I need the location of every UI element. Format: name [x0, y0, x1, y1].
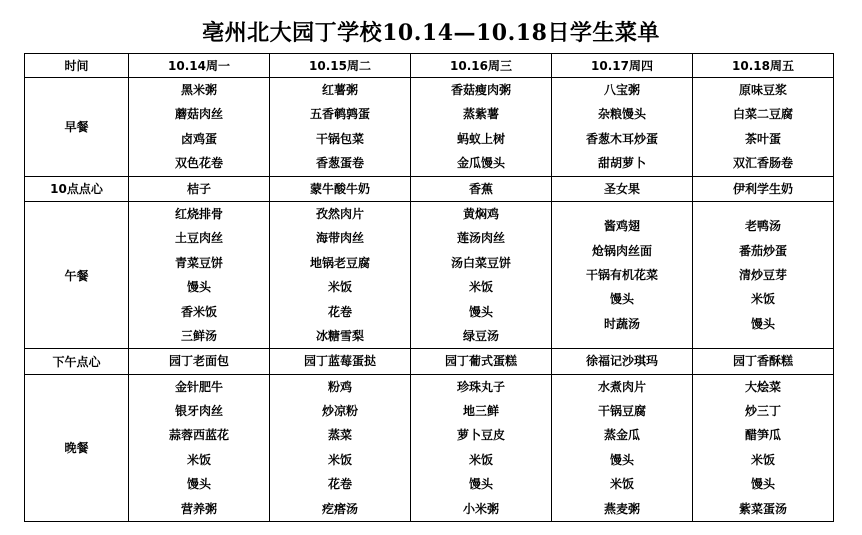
dish-item: 银牙肉丝: [174, 404, 223, 419]
dish-item: 红烧排骨: [174, 206, 223, 221]
dish-item: 八宝粥: [603, 83, 640, 97]
dish-item: 萝卜豆皮: [456, 428, 505, 443]
dish-list: [552, 177, 692, 201]
dish-list: [411, 375, 551, 521]
header-day-mon: 10.14周一: [129, 54, 270, 78]
dish-item: 海带肉丝: [315, 231, 364, 246]
dish-item: 园丁蓝莓蛋挞: [303, 354, 376, 369]
dish-item: 米饭: [750, 292, 775, 307]
menu-cell: [270, 349, 411, 374]
dish-item: 孜然肉片: [315, 206, 364, 221]
dish-item: 青菜豆饼: [174, 255, 223, 270]
header-day-tue: 10.15周二: [270, 54, 411, 78]
dish-item: 香菇瘦肉粥: [450, 83, 511, 97]
dish-list: [270, 78, 410, 176]
menu-cell: [129, 201, 270, 348]
dish-item: 园丁老面包: [168, 354, 229, 369]
dish-item: 米饭: [609, 477, 634, 492]
dish-item: 黑米粥: [180, 83, 217, 97]
dish-item: 蒸金瓜: [603, 428, 640, 443]
menu-cell: [552, 349, 693, 374]
menu-cell: [411, 374, 552, 521]
dish-item: 老鸭汤: [744, 219, 781, 234]
dish-item: 金针肥牛: [174, 379, 223, 394]
dish-item: 米饭: [468, 452, 493, 467]
dish-item: 米饭: [750, 452, 775, 467]
dish-item: 花卷: [327, 304, 352, 319]
dish-list: [411, 177, 551, 201]
menu-cell: [552, 176, 693, 201]
dish-list: [270, 177, 410, 201]
menu-cell: [411, 78, 552, 177]
menu-cell: [129, 349, 270, 374]
dish-item: 绿豆汤: [462, 328, 499, 343]
dish-list: [411, 349, 551, 373]
meal-label: 10点点心: [25, 176, 129, 201]
dish-item: 原味豆浆: [738, 83, 787, 97]
menu-cell: [129, 78, 270, 177]
dish-item: 酱鸡翅: [603, 219, 640, 234]
dish-item: 清炒豆芽: [738, 267, 787, 282]
dish-list: [552, 375, 692, 521]
dish-list: [693, 78, 833, 176]
dish-item: 小米粥: [462, 501, 499, 516]
dish-list: [129, 177, 269, 201]
dish-item: 燕麦粥: [603, 501, 640, 516]
dish-item: 园丁葡式蛋糕: [444, 354, 517, 369]
dish-item: 蚂蚁上树: [456, 131, 505, 146]
dish-item: 干锅豆腐: [597, 404, 646, 419]
header-day-fri: 10.18周五: [693, 54, 834, 78]
dish-item: 蘑菇肉丝: [174, 107, 223, 122]
dish-item: 紫菜蛋汤: [738, 501, 787, 516]
dish-item: 莲汤肉丝: [456, 231, 505, 246]
dish-item: 馒头: [750, 477, 775, 492]
dish-item: 香葱蛋卷: [315, 156, 364, 171]
dish-item: 干锅有机花菜: [585, 267, 658, 282]
menu-cell: [270, 176, 411, 201]
menu-cell: [552, 201, 693, 348]
dish-item: 圣女果: [603, 181, 640, 196]
dish-item: 汤白菜豆饼: [450, 255, 511, 270]
dish-item: 甜胡萝卜: [597, 156, 646, 171]
menu-body: [25, 78, 834, 522]
header-day-wed: 10.16周三: [411, 54, 552, 78]
dish-item: 疙瘩汤: [321, 501, 358, 516]
dish-item: 番茄炒蛋: [738, 243, 787, 258]
dish-item: 香蕉: [468, 181, 493, 196]
dish-item: 杂粮馒头: [597, 107, 646, 122]
header-row: [25, 54, 834, 78]
dish-item: 大烩菜: [744, 379, 781, 394]
menu-cell: [693, 78, 834, 177]
dish-list: [270, 375, 410, 521]
dish-item: 米饭: [468, 280, 493, 295]
dish-item: 桔子: [186, 181, 211, 196]
dish-list: [693, 177, 833, 201]
dish-item: 蒸菜: [327, 428, 352, 443]
dish-item: 五香鹌鹑蛋: [309, 107, 370, 122]
dish-item: 地三鲜: [462, 404, 499, 419]
dish-item: 园丁香酥糕: [732, 354, 793, 369]
dish-item: 炒三丁: [744, 404, 781, 419]
dish-item: 馒头: [468, 304, 493, 319]
dish-item: 醋笋瓜: [744, 428, 781, 443]
menu-cell: [693, 349, 834, 374]
dish-list: [270, 202, 410, 348]
dish-item: 土豆肉丝: [174, 231, 223, 246]
dish-item: 馒头: [186, 280, 211, 295]
dish-list: [411, 78, 551, 176]
dish-item: 蒸紫薯: [462, 107, 499, 122]
dish-item: 炝锅肉丝面: [591, 243, 652, 258]
meal-row-dinner: [25, 374, 834, 521]
dish-item: 双色花卷: [174, 156, 223, 171]
meal-row-breakfast: [25, 78, 834, 177]
menu-cell: [693, 201, 834, 348]
dish-item: 花卷: [327, 477, 352, 492]
dish-list: [693, 375, 833, 521]
dish-item: 双汇香肠卷: [732, 156, 793, 171]
menu-cell: [411, 201, 552, 348]
header-day-thu: 10.17周四: [552, 54, 693, 78]
menu-cell: [129, 176, 270, 201]
meal-row-afternoon-snack: [25, 349, 834, 374]
dish-item: 黄焖鸡: [462, 206, 499, 221]
dish-list: [411, 202, 551, 348]
dish-item: 徐福记沙琪玛: [585, 354, 658, 369]
menu-cell: [411, 349, 552, 374]
meal-row-lunch: [25, 201, 834, 348]
header-time: 时间: [25, 54, 129, 78]
menu-cell: [411, 176, 552, 201]
dish-list: [129, 349, 269, 373]
dish-item: 时蔬汤: [603, 316, 640, 331]
dish-item: 馒头: [750, 316, 775, 331]
dish-item: 蒜蓉西蓝花: [168, 428, 229, 443]
dish-item: 红薯粥: [321, 83, 358, 97]
dish-item: 地锅老豆腐: [309, 255, 370, 270]
dish-item: 珍珠丸子: [456, 379, 505, 394]
dish-list: [129, 375, 269, 521]
dish-item: 香葱木耳炒蛋: [585, 131, 658, 146]
dish-item: 卤鸡蛋: [180, 131, 217, 146]
dish-item: 馒头: [609, 452, 634, 467]
dish-item: 白菜二豆腐: [732, 107, 793, 122]
dish-item: 馒头: [468, 477, 493, 492]
dish-item: 三鲜汤: [180, 328, 217, 343]
menu-cell: [270, 201, 411, 348]
dish-item: 馒头: [609, 292, 634, 307]
dish-item: 营养粥: [180, 501, 217, 516]
menu-cell: [552, 374, 693, 521]
dish-list: [129, 78, 269, 176]
dish-item: 金瓜馒头: [456, 156, 505, 171]
dish-list: [552, 349, 692, 373]
dish-item: 米饭: [327, 280, 352, 295]
dish-list: [693, 214, 833, 336]
dish-item: 干锅包菜: [315, 131, 364, 146]
meal-row-morning-snack: [25, 176, 834, 201]
dish-list: [693, 349, 833, 373]
menu-cell: [129, 374, 270, 521]
menu-cell: [693, 176, 834, 201]
menu-cell: [270, 78, 411, 177]
meal-label: 晚餐: [25, 374, 129, 521]
dish-item: 蒙牛酸牛奶: [309, 181, 370, 196]
dish-item: 冰糖雪梨: [315, 328, 364, 343]
dish-item: 伊利学生奶: [732, 181, 793, 196]
menu-title: 亳州北大园丁学校10.14—10.18日学生菜单: [202, 20, 660, 46]
dish-list: [552, 78, 692, 176]
dish-item: 水煮肉片: [597, 379, 646, 394]
meal-label: 早餐: [25, 78, 129, 177]
meal-label: 午餐: [25, 201, 129, 348]
dish-item: 米饭: [327, 452, 352, 467]
menu-cell: [270, 374, 411, 521]
dish-item: 炒凉粉: [321, 404, 358, 419]
menu-cell: [552, 78, 693, 177]
dish-list: [552, 214, 692, 336]
dish-item: 茶叶蛋: [744, 131, 781, 146]
dish-item: 馒头: [186, 477, 211, 492]
dish-item: 米饭: [186, 452, 211, 467]
menu-cell: [693, 374, 834, 521]
dish-list: [270, 349, 410, 373]
menu-table: [24, 53, 834, 522]
dish-item: 粉鸡: [327, 379, 352, 394]
meal-label: 下午点心: [25, 349, 129, 374]
dish-list: [129, 202, 269, 348]
dish-item: 香米饭: [180, 304, 217, 319]
